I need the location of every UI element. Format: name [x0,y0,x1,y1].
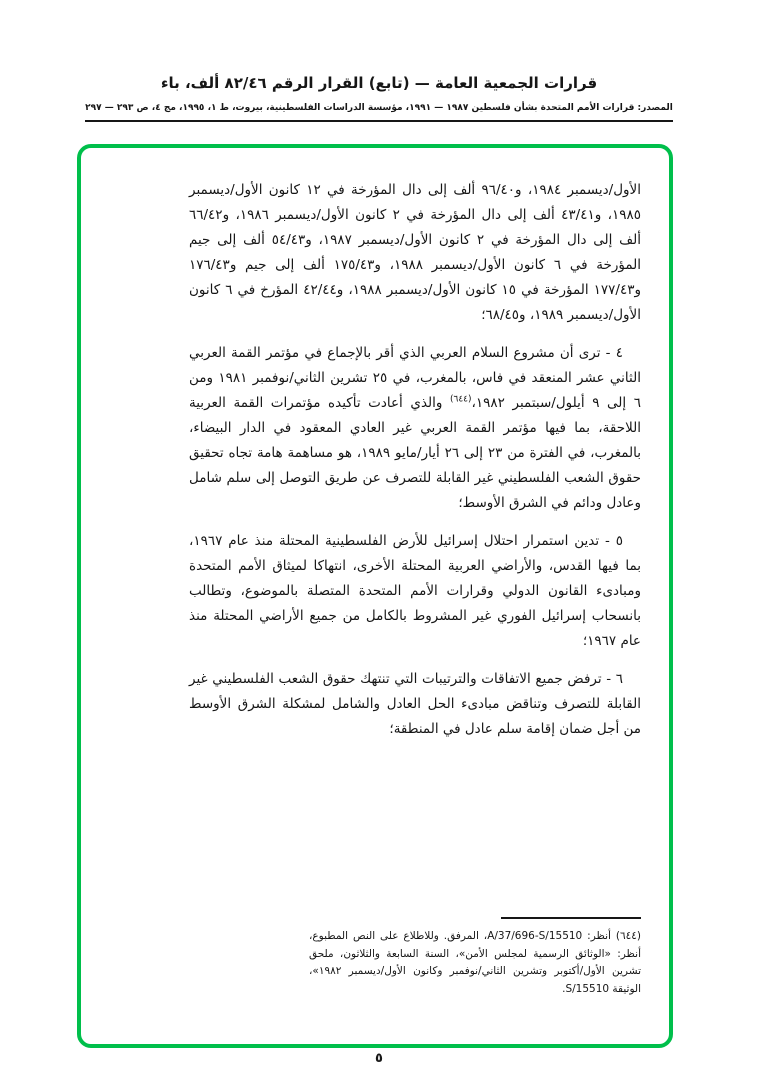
item-4-text-before: ٤ - ترى أن مشروع السلام العربي الذي أقر بالإجماع في مؤتمر القمة العربي الثاني عشر المنعقد في فاس، بالمغرب، في ٢٥ تشرين الثاني/نوفمبر ١٩٨١ ومن ٦ إلى ٩ أيلول/سبتمبر ١٩٨٢، [189,345,641,411]
footnote-block [309,917,641,998]
paragraph-item-4 [189,341,641,516]
header-divider [85,120,673,122]
footnote-divider [501,917,641,919]
page-title: قرارات الجمعية العامة — (تابع) القرار الرقم ٨٢/٤٦ ألف، باء [160,74,598,92]
paragraph-item-5: ٥ - تدين استمرار احتلال إسرائيل للأرض الفلسطينية المحتلة منذ عام ١٩٦٧، بما فيها القدس، والأراضي العربية المحتلة الأخرى، انتهاكا لميثاق الأمم المتحدة ومبادىء القانون الدولي وقرارات الأمم المتحدة المتصلة بالموضوع، وتطالب بانسحاب إسرائيل الفوري غير المشروط بالكامل من جميع الأراضي المحتلة منذ عام ١٩٦٧؛ [189,533,641,649]
source-line: المصدر: قرارات الأمم المتحدة بشأن فلسطين ١٩٨٧ — ١٩٩١، مؤسسة الدراسات الفلسطينية، بيروت، ط ١، ١٩٩٥، مج ٤، ص ٢٩٣ — ٢٩٧ [85,103,673,113]
content-frame [77,144,673,1048]
paragraph-resolutions-list: الأول/ديسمبر ١٩٨٤، و٩٦/٤٠ ألف إلى دال المؤرخة في ١٢ كانون الأول/ديسمبر ١٩٨٥، و٤٣/٤١ ألف إلى دال المؤرخة في ٢ كانون الأول/ديسمبر ١٩٨٦، و٦٦/٤٢ ألف إلى دال المؤرخة في ٢ كانون الأول/ديسمبر ١٩٨٧، و٥٤/٤٣ ألف إلى جيم المؤرخة في ٦ كانون الأول/ديسمبر ١٩٨٨، و١٧٥/٤٣ ألف إلى جيم و١٧٦/٤٣ و١٧٧/٤٣ المؤرخة في ١٥ كانون الأول/ديسمبر ١٩٨٨، و٤٢/٤٤ المؤرخ في ٦ كانون الأول/ديسمبر ١٩٨٩، و٦٨/٤٥؛ [189,182,642,323]
footnote-ref-644: (٦٤٤) [450,394,472,405]
paragraph-item-6: ٦ - ترفض جميع الاتفاقات والترتيبات التي تنتهك حقوق الشعب الفلسطيني غير القابلة للتصرف وتناقض مبادىء الحل العادل والشامل لمشكلة الشرق الأوسط من أجل ضمان إقامة سلم عادل في المنطقة؛ [189,671,641,737]
footnote-text: (٦٤٤) أنظر: A/37/696-S/15510، المرفق. وللاطلاع على النص المطبوع، أنظر: «الوثائق الرسمية لمجلس الأمن»، السنة السابعة والثلاثون، ملحق تشرين الأول/أكتوبر وتشرين الثاني/نوفمبر وكانون الأول/ديسمبر ١٩٨٢»، الوثيقة S/15510. [309,930,641,995]
page-number: ٥ [375,1051,383,1066]
item-4-text-after: والذي أعادت تأكيده مؤتمرات القمة العربية اللاحقة، بما فيها مؤتمر القمة العربي غير العادي المعقود في الدار البيضاء، بالمغرب، في الفترة من ٢٣ إلى ٢٦ أيار/مايو ١٩٨٩، هو مساهمة هامة تجاه تحقيق حقوق الشعب الفلسطيني غير القابلة للتصرف عن طريق التوصل إلى سلم شامل وعادل ودائم في الشرق الأوسط؛ [189,395,641,511]
body-text-column [189,178,641,755]
